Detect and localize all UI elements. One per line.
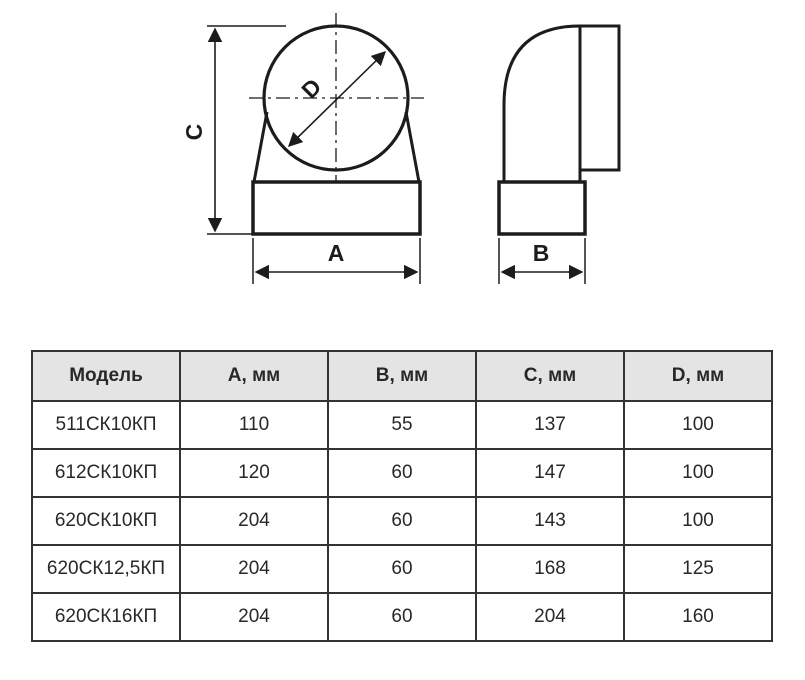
table-row [32, 593, 772, 641]
value-cell-a: 110 [180, 401, 328, 449]
table-row [32, 449, 772, 497]
value-cell-c: 168 [476, 545, 624, 593]
table-row [32, 497, 772, 545]
model-cell: 620СК16КП [32, 593, 180, 641]
value-cell-d: 100 [624, 449, 772, 497]
header-b-mm: В, мм [328, 351, 476, 401]
elbow-profile-path [504, 26, 580, 182]
value-cell-c: 147 [476, 449, 624, 497]
taper-left-line [254, 112, 267, 182]
value-cell-d: 160 [624, 593, 772, 641]
value-cell-d: 125 [624, 545, 772, 593]
value-cell-d: 100 [624, 401, 772, 449]
value-cell-d: 100 [624, 497, 772, 545]
value-cell-c: 204 [476, 593, 624, 641]
value-cell-b: 60 [328, 497, 476, 545]
flat-socket-side-rect [499, 182, 585, 234]
value-cell-a: 204 [180, 545, 328, 593]
dim-label-b: B [532, 240, 550, 266]
dimensions-table [31, 350, 773, 642]
table-header-row [32, 351, 772, 401]
side-view [499, 26, 619, 284]
dim-label-d: D [296, 73, 327, 104]
value-cell-c: 137 [476, 401, 624, 449]
value-cell-b: 60 [328, 593, 476, 641]
model-cell: 620СК10КП [32, 497, 180, 545]
header-model: Модель [32, 351, 180, 401]
value-cell-a: 120 [180, 449, 328, 497]
table-row [32, 401, 772, 449]
value-cell-b: 55 [328, 401, 476, 449]
dim-label-a: A [327, 240, 345, 266]
value-cell-b: 60 [328, 545, 476, 593]
round-spigot-side-rect [580, 26, 619, 170]
dim-d-arrow [289, 52, 385, 146]
header-a-mm: А, мм [180, 351, 328, 401]
value-cell-a: 204 [180, 593, 328, 641]
taper-right-line [406, 112, 419, 182]
duct-elbow-drawing [0, 0, 805, 335]
front-view [207, 13, 424, 284]
table-row [32, 545, 772, 593]
model-cell: 620СК12,5КП [32, 545, 180, 593]
value-cell-a: 204 [180, 497, 328, 545]
dim-label-c: C [181, 123, 207, 141]
header-d-mm: D, мм [624, 351, 772, 401]
model-cell: 612СК10КП [32, 449, 180, 497]
model-cell: 511СК10КП [32, 401, 180, 449]
flat-socket-front-rect [253, 182, 420, 234]
value-cell-c: 143 [476, 497, 624, 545]
header-c-mm: С, мм [476, 351, 624, 401]
value-cell-b: 60 [328, 449, 476, 497]
